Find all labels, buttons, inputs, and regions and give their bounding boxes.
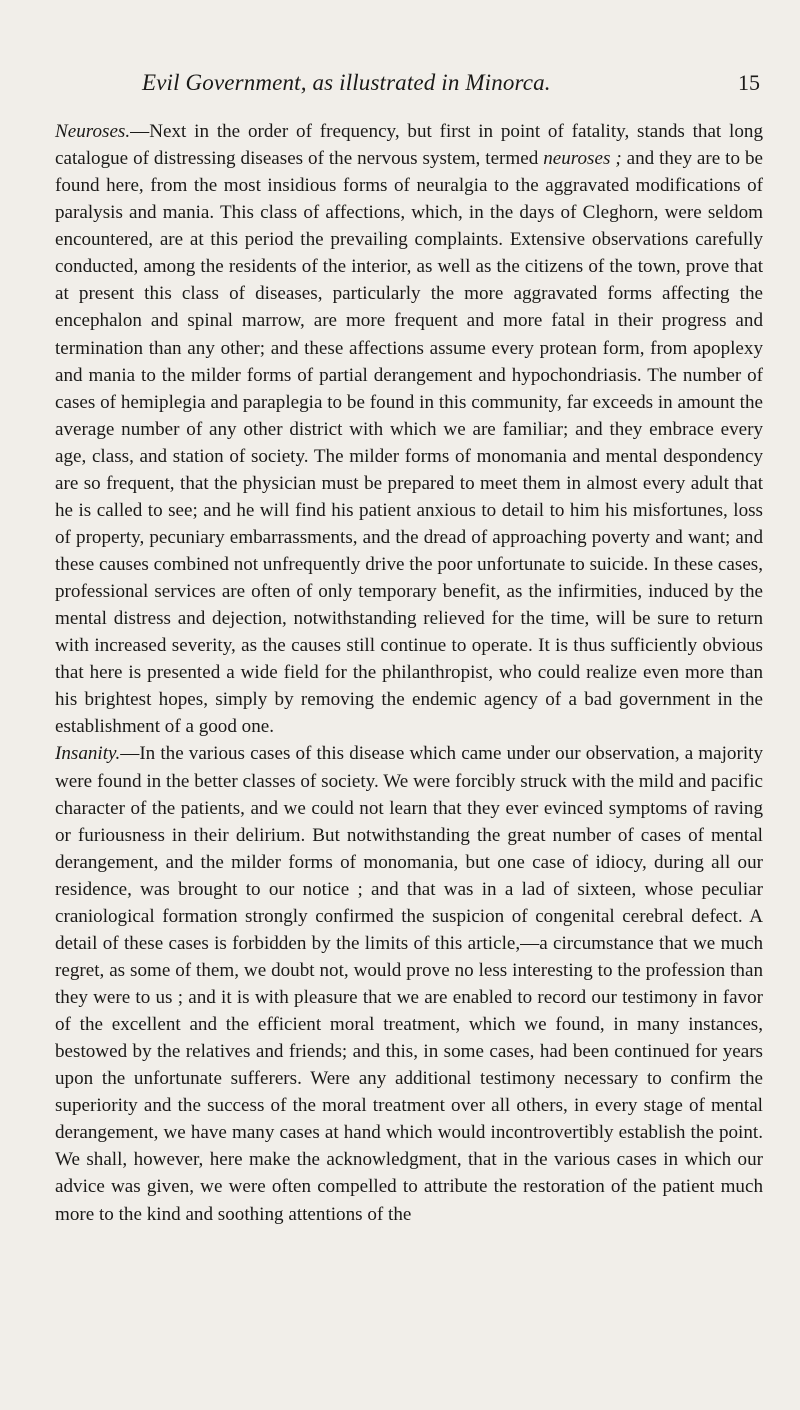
paragraph-text: —In the various cases of this disease which came under our observation, a majority were found in the better classes of society. We were forcibly struck with the mild and pacific character of the patients, and we could not learn that they ever evinced symptoms of raving or furiousness in their delirium. But notwithstanding the great number of cases of mental derangement, and the milder forms of monomania, but one case of idiocy, during all our residence, was brought to our notice ; and that was in a lad of sixteen, whose peculiar craniological formation strongly confirmed the suspicion of congenital cerebral defect. A detail of these cases is forbidden by the limits of this article,—a circumstance that we much regret, as some of them, we doubt not, would prove no less interesting to the profession than they were to us ; and it is with pleasure that we are enabled to record our testimony in favor of the excellent and the efficient moral treatment, which we found, in many instances, bestowed by the relatives and friends; and this, in some cases, had been continued for years upon the unfortunate sufferers. Were any additional testimony necessary to confirm the superiority and the success of the moral treatment over all others, in every stage of mental derangement, we have many cases at hand which would incontrovertibly establish the point. We shall, however, here make the acknowledgment, that in the various cases in which our advice was given, we were often compelled to attribute the restoration of the patient much more to the kind and soothing attentions of the	[55, 743, 763, 1225]
running-header	[0, 70, 800, 100]
paragraph-insanity	[55, 740, 763, 1227]
body-text	[55, 118, 763, 1228]
paragraph-lead: Insanity.	[55, 743, 121, 765]
paragraph-text: and they are to be found here, from the most insidious forms of neuralgia to the aggravated modifications of paralysis and mania. This class of affections, which, in the days of Cleghorn, were seldom encountered, are at this period the prevailing complaints. Extensive observations carefully conducted, among the residents of the interior, as well as the citizens of the town, prove that at present this class of diseases, particularly the more aggravated forms affecting the encephalon and spinal marrow, are more frequent and more fatal in their progress and termination than any other; and these affections assume every protean form, from apoplexy and mania to the milder forms of partial derangement and hypochondriasis. The number of cases of hemiplegia and paraplegia to be found in this community, far exceeds in amount the average number of any other district with which we are familiar; and they embrace every age, class, and station of society. The milder forms of monomania and mental despondency are so frequent, that the physician must be prepared to meet them in almost every adult that he is called to see; and he will find his patient anxious to detail to him his misfortunes, loss of property, pecuniary embarrassments, and the dread of approaching poverty and want; and these causes combined not unfrequently drive the poor unfortunate to suicide. In these cases, professional services are often of only temporary benefit, as the infirmities, induced by the mental distress and dejection, notwithstanding relieved for the time, will be sure to return with increased severity, as the causes still continue to operate. It is thus sufficiently obvious that here is presented a wide field for the philanthropist, who could realize even more than his brightest hopes, simply by removing the endemic agency of a bad government in the establishment of a good one.	[55, 148, 763, 738]
paragraph-text: —Next in the order of frequency, but first in point of fatality, stands that long catalogue of distressing diseases of the nervous system, termed	[55, 121, 763, 170]
running-title: Evil Government, as illustrated in Minorca.	[142, 70, 551, 95]
paragraph-lead: Neuroses.	[55, 121, 131, 142]
paragraph-neuroses	[55, 118, 763, 740]
emphasized-term: neuroses ;	[543, 148, 622, 170]
page-number: 15	[738, 70, 760, 95]
